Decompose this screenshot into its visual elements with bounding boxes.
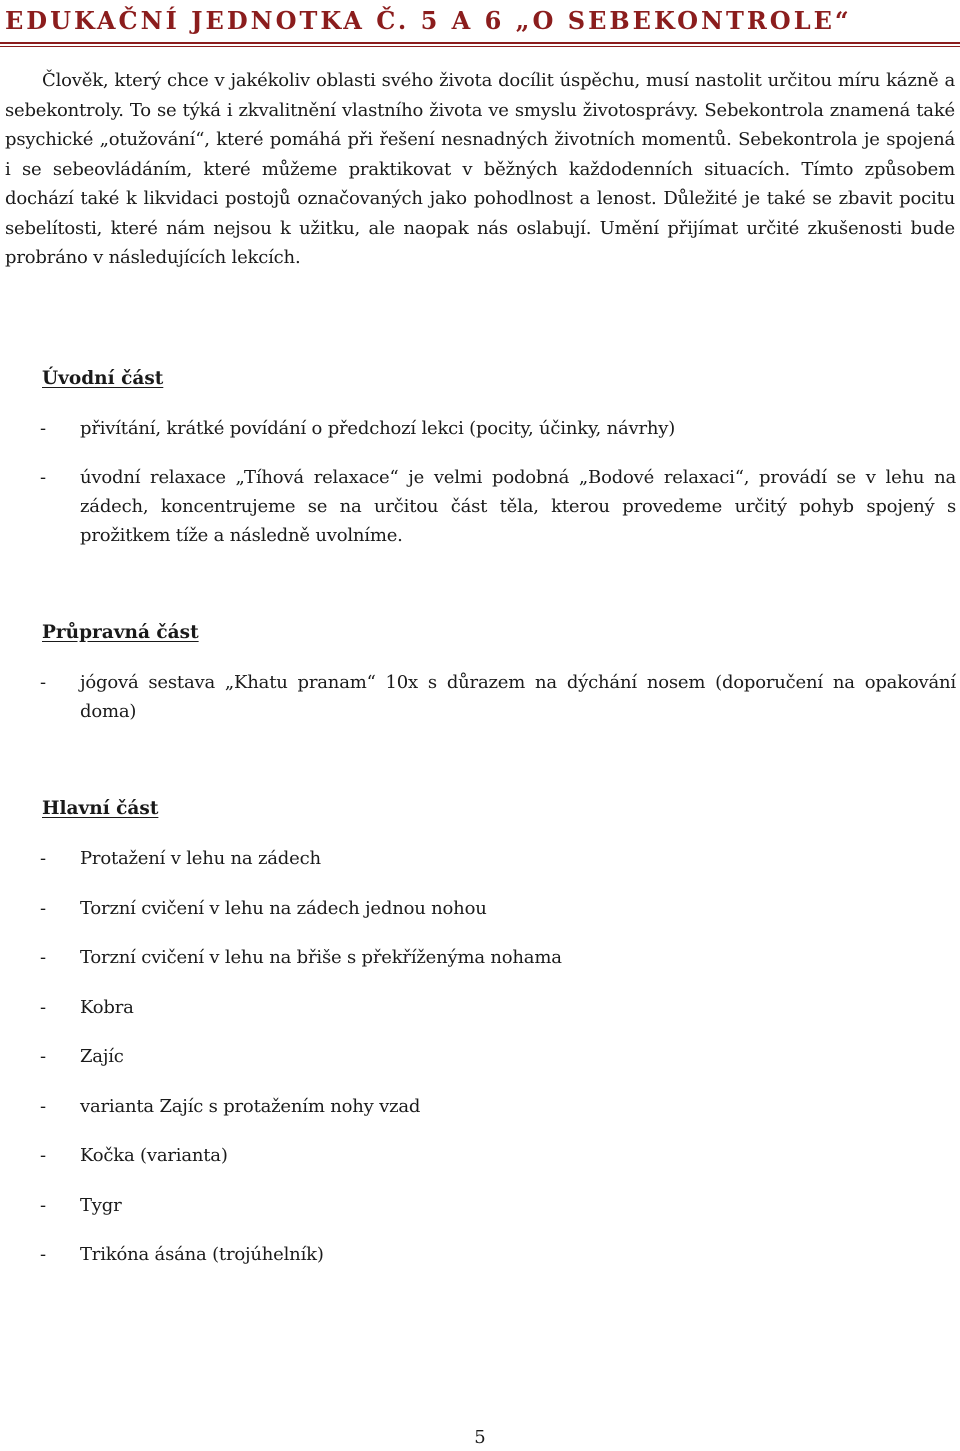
list-item <box>0 463 956 550</box>
list-item-text: Kočka (varianta) <box>80 1145 228 1166</box>
list-item-text: varianta Zajíc s protažením nohy vzad <box>80 1096 421 1117</box>
bullet-dash: - <box>40 898 47 919</box>
list-item <box>0 1191 956 1220</box>
page-number: 5 <box>474 1427 486 1448</box>
list-item <box>0 1092 956 1121</box>
section-heading-prupravna: Průpravná část <box>42 622 199 643</box>
list-item <box>0 1042 956 1071</box>
list-item <box>0 1240 956 1269</box>
list-item-text: přivítání, krátké povídání o předchozí lekci (pocity, účinky, návrhy) <box>80 418 676 439</box>
bullet-dash: - <box>40 848 47 869</box>
list-item <box>0 894 956 923</box>
section-heading-uvodni: Úvodní část <box>42 368 164 389</box>
bullet-dash: - <box>40 1145 47 1166</box>
bullet-dash: - <box>40 467 47 488</box>
list-item-text: Trikóna ásána (trojúhelník) <box>80 1244 324 1265</box>
list-item <box>0 943 956 972</box>
bullet-dash: - <box>40 1046 47 1067</box>
bullet-dash: - <box>40 1195 47 1216</box>
section-heading-hlavni: Hlavní část <box>42 798 159 819</box>
list-item-text: jógová sestava „Khatu pranam“ 10x s důrazem na dýchání nosem (doporučení na opakování doma) <box>80 672 956 722</box>
list-item-text: Zajíc <box>80 1046 124 1067</box>
list-item-text: Torzní cvičení v lehu na břiše s překříženýma nohama <box>80 947 562 968</box>
bullet-dash: - <box>40 672 47 693</box>
bullet-dash: - <box>40 947 47 968</box>
list-item <box>0 993 956 1022</box>
list-item-text: úvodní relaxace „Tíhová relaxace“ je velmi podobná „Bodové relaxaci“, provádí se v lehu na zádech, koncentrujeme se na určitou část těla, kterou provedeme určitý pohyb spojený s prožitkem tíže a následně uvolníme. <box>80 467 956 546</box>
list-item <box>0 668 956 726</box>
title-divider <box>0 42 960 44</box>
bullet-dash: - <box>40 418 47 439</box>
bullet-dash: - <box>40 997 47 1018</box>
list-item <box>0 1141 956 1170</box>
list-item <box>0 844 956 873</box>
intro-paragraph: Člověk, který chce v jakékoliv oblasti svého života docílit úspěchu, musí nastolit určitou míru kázně a sebekontroly. To se týká i zkvalitnění vlastního života ve smyslu životosprávy. Sebekontrola znamená také psychické „otužování“, které pomáhá při řešení nesnadných životních momentů. Sebekontrola je spojená i se sebeovládáním, které můžeme praktikovat v běžných každodenních situacích. Tímto způsobem dochází také k likvidaci postojů označovaných jako pohodlnost a lenost. Důležité je také se zbavit pocitu sebelítosti, které nám nejsou k užitku, ale naopak nás oslabují. Umění přijímat určité zkušenosti bude probráno v následujících lekcích. <box>5 70 955 268</box>
page-title: EDUKAČNÍ JEDNOTKA Č. 5 A 6 „O SEBEKONTROLE“ <box>5 6 852 35</box>
list-item-text: Kobra <box>80 997 134 1018</box>
list-item-text: Torzní cvičení v lehu na zádech jednou nohou <box>80 898 487 919</box>
list-item-text: Tygr <box>80 1195 122 1216</box>
list-item <box>0 414 956 443</box>
bullet-dash: - <box>40 1096 47 1117</box>
list-item-text: Protažení v lehu na zádech <box>80 848 321 869</box>
bullet-dash: - <box>40 1244 47 1265</box>
title-divider-thin <box>0 46 960 47</box>
